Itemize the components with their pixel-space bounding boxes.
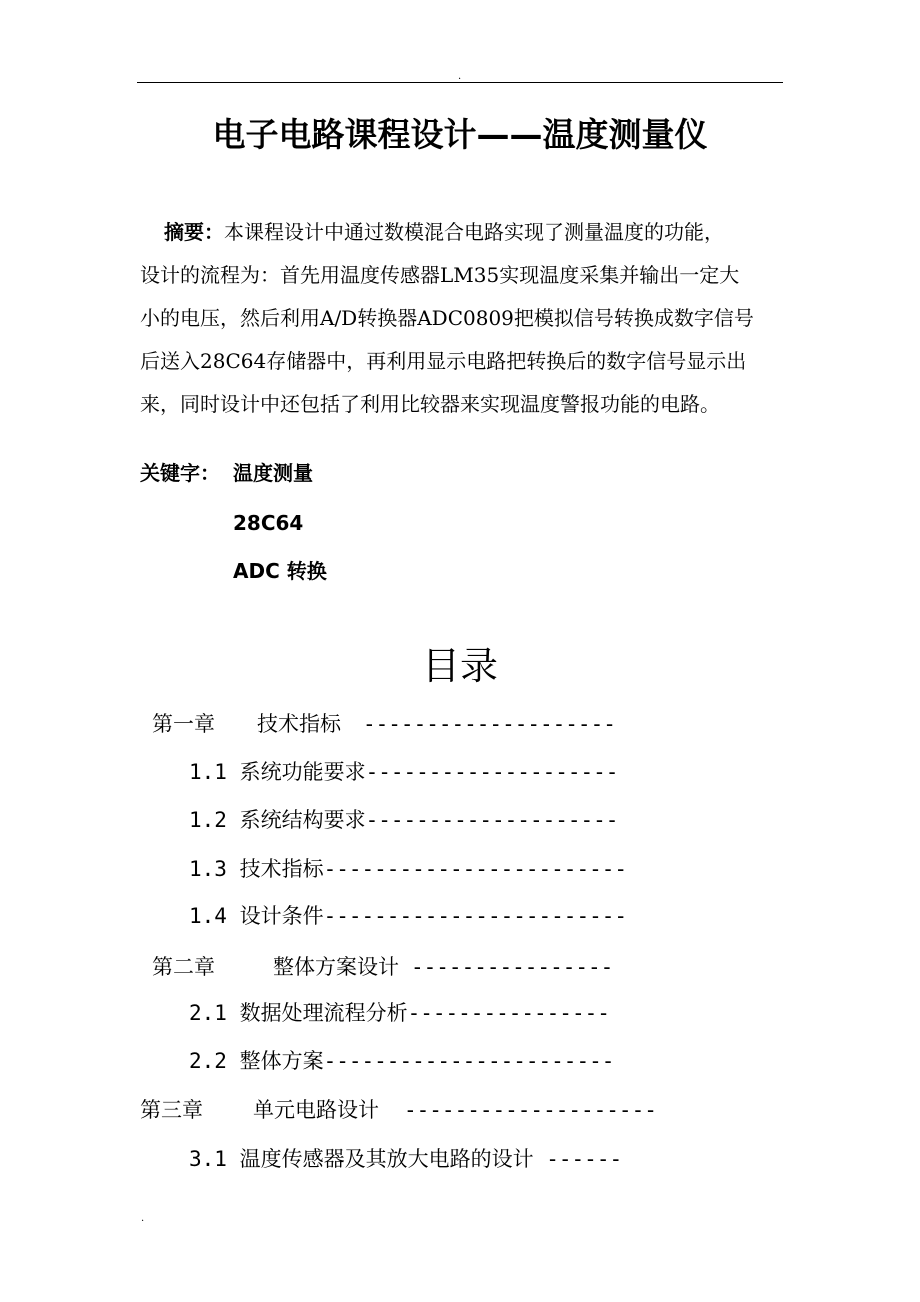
toc-entry-dashes: -------------------- xyxy=(404,1098,657,1122)
toc-title: 目录 xyxy=(421,644,498,688)
toc-entry-dashes: ---------------- xyxy=(407,1001,610,1025)
toc-entry-text: 整体方案设计 xyxy=(273,955,399,979)
keyword-2: 28C64 xyxy=(233,511,304,535)
toc-entry-text: 技术指标 xyxy=(257,712,341,736)
abstract-line-5: 来，同时设计中还包括了利用比较器来实现温度警报功能的电路。 xyxy=(140,392,720,416)
toc-entry-num: 3.1 xyxy=(189,1147,227,1171)
toc-entry-dashes: ----------------------- xyxy=(323,1049,615,1073)
toc-entry-dashes: ------------------------ xyxy=(323,904,628,928)
toc-entry-dashes: ------------------------ xyxy=(323,857,628,881)
toc-entry-text: 系统功能要求 xyxy=(239,760,366,784)
footer-mark: . xyxy=(141,1213,145,1224)
toc-entry-num: 第二章 xyxy=(152,955,215,979)
abstract-text-1: 本课程设计中通过数模混合电路实现了测量温度的功能， xyxy=(224,220,724,244)
abstract-line-3: 小的电压，然后利用A/D转换器ADC0809把模拟信号转换成数字信号 xyxy=(140,306,754,330)
toc-entry-num: 1.2 xyxy=(189,808,227,832)
toc-entry-3-1[interactable] xyxy=(189,1143,622,1175)
toc-entry-num: 第三章 xyxy=(140,1098,203,1122)
toc-entry-num: 1.3 xyxy=(189,857,227,881)
toc-entry-dashes: -------------------- xyxy=(365,808,619,832)
toc-entry-num: 1.1 xyxy=(189,760,227,784)
toc-entry-1-1[interactable] xyxy=(189,756,618,788)
toc-entry-text: 数据处理流程分析 xyxy=(239,1001,408,1025)
toc-entry-2-1[interactable] xyxy=(189,997,610,1029)
toc-entry-dashes: ------ xyxy=(546,1147,623,1171)
abstract-line-1 xyxy=(140,211,790,254)
toc-entry-ch2[interactable] xyxy=(152,951,613,983)
toc-entry-text: 技术指标 xyxy=(239,857,324,881)
toc-entry-1-2[interactable] xyxy=(189,804,618,836)
abstract-line-4: 后送入28C64存储器中，再利用显示电路把转换后的数字信号显示出 xyxy=(140,349,747,373)
toc-entry-dashes: -------------------- xyxy=(363,712,616,736)
toc-entry-dashes: ---------------- xyxy=(411,955,614,979)
toc-entry-num: 2.2 xyxy=(189,1049,227,1073)
toc-entry-ch3[interactable] xyxy=(140,1094,657,1126)
toc-entry-num: 第一章 xyxy=(152,712,215,736)
keyword-3: ADC 转换 xyxy=(233,559,327,583)
header-mark: . xyxy=(458,71,462,82)
abstract xyxy=(140,211,790,426)
toc-entry-ch1[interactable] xyxy=(152,708,616,740)
toc-entry-text: 单元电路设计 xyxy=(253,1098,379,1122)
toc-entry-text: 整体方案 xyxy=(239,1049,324,1073)
abstract-label: 摘要： xyxy=(164,220,224,244)
toc-entry-1-4[interactable] xyxy=(189,900,627,932)
toc-entry-dashes: -------------------- xyxy=(365,760,619,784)
keywords-label: 关键字： xyxy=(140,461,220,485)
toc-entry-num: 2.1 xyxy=(189,1001,227,1025)
toc-entry-text: 设计条件 xyxy=(239,904,324,928)
document-title: 电子电路课程设计——温度测量仪 xyxy=(212,115,708,154)
keyword-1: 温度测量 xyxy=(233,461,313,485)
toc-entry-num: 1.4 xyxy=(189,904,227,928)
abstract-line-2: 设计的流程为：首先用温度传感器LM35实现温度采集并输出一定大 xyxy=(140,263,740,287)
toc-entry-text: 系统结构要求 xyxy=(239,808,366,832)
toc-entry-1-3[interactable] xyxy=(189,853,627,885)
header-rule xyxy=(137,82,783,83)
toc-entry-2-2[interactable] xyxy=(189,1045,614,1077)
toc-entry-text: 温度传感器及其放大电路的设计 xyxy=(239,1147,534,1171)
